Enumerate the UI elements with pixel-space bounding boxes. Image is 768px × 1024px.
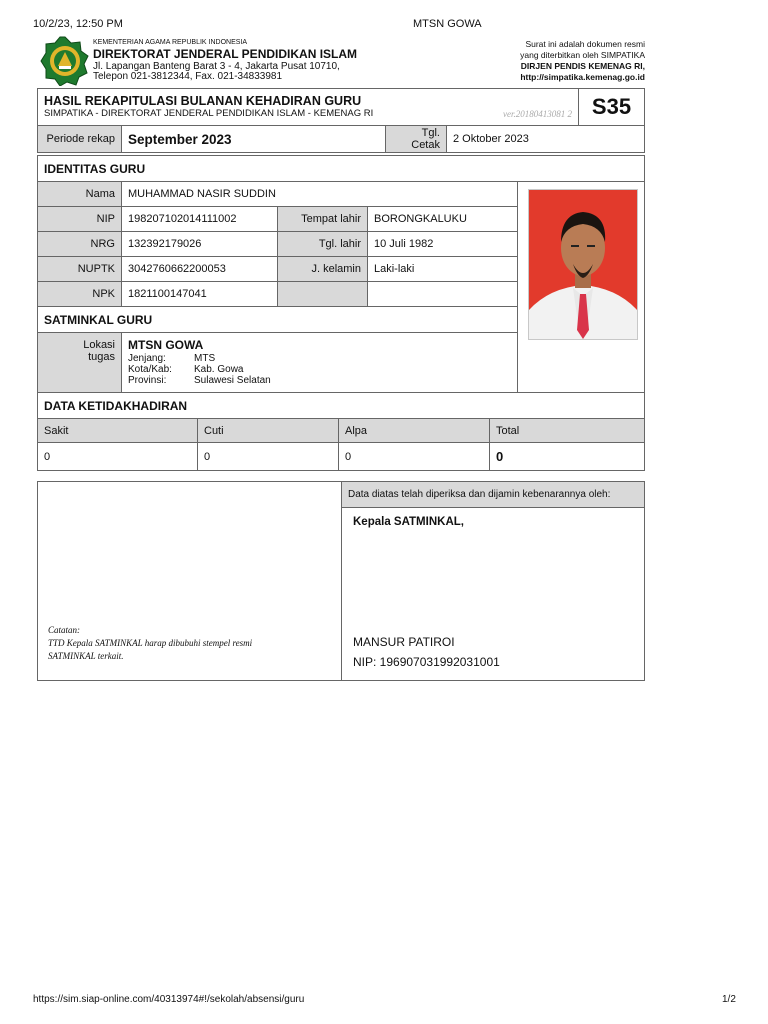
catatan-label: Catatan: <box>48 625 81 635</box>
nuptk-label: NUPTK <box>37 256 122 282</box>
ketidakhadiran-section-title: DATA KETIDAKHADIRAN <box>37 392 645 419</box>
report-code-box <box>578 88 645 126</box>
npk-empty-label <box>277 281 368 307</box>
nama-label: Nama <box>37 181 122 207</box>
catatan-box <box>37 481 342 681</box>
satminkal-section-title: SATMINKAL GURU <box>37 306 518 333</box>
jenjang-value: MTS <box>194 353 216 364</box>
footer-page: 1/2 <box>722 994 736 1005</box>
tgl-lahir-value: 10 Juli 1982 <box>367 231 518 257</box>
total-header: Total <box>489 418 645 443</box>
report-version: ver.20180413081 2 <box>503 109 572 119</box>
nrg-value: 132392179026 <box>121 231 278 257</box>
cuti-value: 0 <box>197 442 339 471</box>
signature-area <box>341 507 645 681</box>
npk-empty-value <box>367 281 518 307</box>
signer-role: Kepala SATMINKAL, <box>353 516 464 528</box>
photo-cell <box>517 181 645 393</box>
catatan-line-1: TTD Kepala SATMINKAL harap dibubuhi stempel resmi <box>48 638 253 648</box>
npk-value: 1821100147041 <box>121 281 278 307</box>
ministry-name: KEMENTERIAN AGAMA REPUBLIK INDONESIA <box>93 39 248 46</box>
signer-name: MANSUR PATIROI <box>353 635 455 649</box>
tgl-lahir-label: Tgl. lahir <box>277 231 368 257</box>
directorate-name: DIREKTORAT JENDERAL PENDIDIKAN ISLAM <box>93 47 358 61</box>
tempat-lahir-value: BORONGKALUKU <box>367 206 518 232</box>
report-title-box <box>37 88 579 126</box>
lokasi-tugas-value <box>121 332 518 393</box>
alpa-value: 0 <box>338 442 490 471</box>
nama-value: MUHAMMAD NASIR SUDDIN <box>121 181 518 207</box>
total-value: 0 <box>489 442 645 471</box>
official-note-2: yang diterbitkan oleh SIMPATIKA <box>520 50 645 60</box>
nip-label: NIP <box>37 206 122 232</box>
kemenag-logo <box>40 36 90 86</box>
report-title: HASIL REKAPITULASI BULANAN KEHADIRAN GURU <box>44 94 362 108</box>
nrg-label: NRG <box>37 231 122 257</box>
tempat-lahir-label: Tempat lahir <box>277 206 368 232</box>
footer-url: https://sim.siap-online.com/40313974#!/sekolah/absensi/guru <box>33 994 305 1005</box>
provinsi-label: Provinsi: <box>128 375 167 386</box>
tgl-cetak-label: Tgl. Cetak <box>385 125 447 153</box>
nuptk-value: 3042760662200053 <box>121 256 278 282</box>
periode-label: Periode rekap <box>37 125 122 153</box>
satminkal-name: MTSN GOWA <box>128 338 204 352</box>
cuti-header: Cuti <box>197 418 339 443</box>
identitas-section-title: IDENTITAS GURU <box>37 155 645 182</box>
catatan-line-2: SATMINKAL terkait. <box>48 651 124 661</box>
official-note-3: DIRJEN PENDIS KEMENAG RI, <box>520 61 645 71</box>
sakit-header: Sakit <box>37 418 198 443</box>
jenjang-label: Jenjang: <box>128 353 166 364</box>
verified-text: Data diatas telah diperiksa dan dijamin kebenarannya oleh: <box>341 481 645 508</box>
address-line: Jl. Lapangan Banteng Barat 3 - 4, Jakarta Pusat 10710, <box>93 61 340 72</box>
print-datetime: 10/2/23, 12:50 PM <box>33 18 123 30</box>
signer-nip: NIP: 196907031992031001 <box>353 655 500 669</box>
report-code: S35 <box>591 94 632 119</box>
provinsi-value: Sulawesi Selatan <box>194 375 271 386</box>
tgl-cetak-value: 2 Oktober 2023 <box>446 125 645 153</box>
phone-line: Telepon 021-3812344, Fax. 021-34833981 <box>93 71 283 82</box>
npk-label: NPK <box>37 281 122 307</box>
jenis-kelamin-value: Laki-laki <box>367 256 518 282</box>
report-subtitle: SIMPATIKA - DIREKTORAT JENDERAL PENDIDIKAN ISLAM - KEMENAG RI <box>44 108 374 119</box>
lokasi-tugas-label: Lokasi tugas <box>37 332 122 393</box>
kota-value: Kab. Gowa <box>194 364 244 375</box>
official-note-1: Surat ini adalah dokumen resmi <box>525 39 645 49</box>
teacher-photo <box>528 189 638 340</box>
print-page-title: MTSN GOWA <box>413 18 482 30</box>
periode-value: September 2023 <box>121 125 386 153</box>
kota-label: Kota/Kab: <box>128 364 172 375</box>
official-note-url: http://simpatika.kemenag.go.id <box>520 72 645 82</box>
jenis-kelamin-label: J. kelamin <box>277 256 368 282</box>
alpa-header: Alpa <box>338 418 490 443</box>
nip-value: 198207102014111002 <box>121 206 278 232</box>
sakit-value: 0 <box>37 442 198 471</box>
